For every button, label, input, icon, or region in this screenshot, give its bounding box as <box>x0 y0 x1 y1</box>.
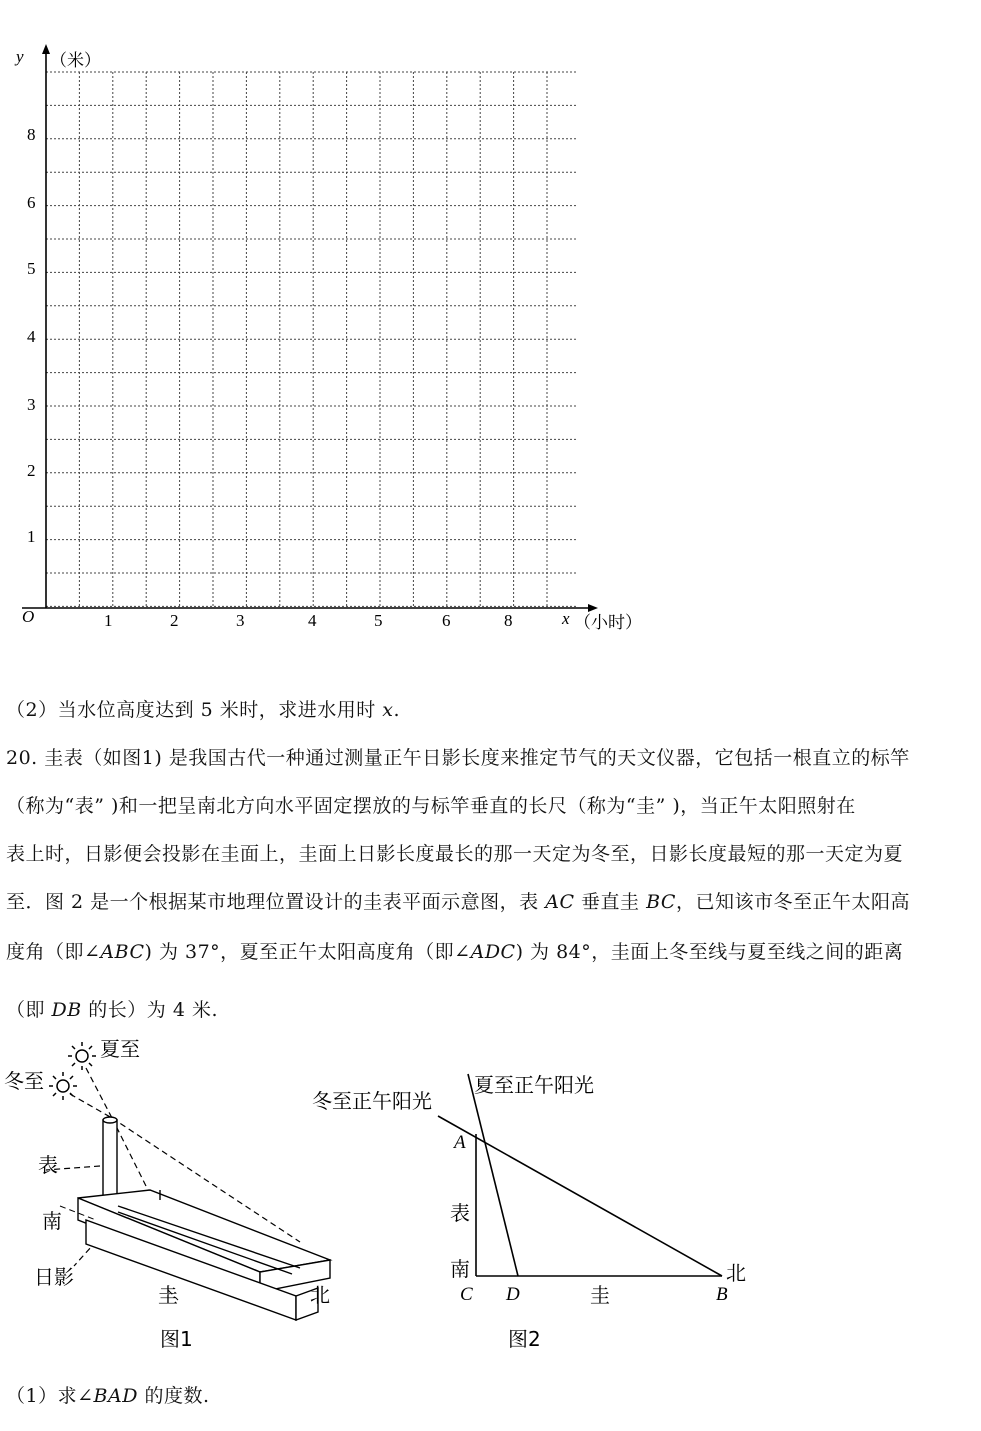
q20-line6-b: 的长）为 4 米. <box>81 999 218 1021</box>
x-tick-label: 4 <box>308 611 317 630</box>
q20-part1-text <box>6 1372 978 1420</box>
x-tick-labels <box>104 611 513 630</box>
x-tick-label: 8 <box>504 611 513 630</box>
summer-light-label: 夏至正午阳光 <box>474 1073 594 1097</box>
q20-line5-c: ) 为 84°，圭面上冬至线与夏至线之间的距离 <box>515 941 904 963</box>
q20-part1-after: 的度数. <box>137 1385 210 1407</box>
q20-line5-b: ) 为 37°，夏至正午太阳高度角（即∠ <box>144 941 471 963</box>
triangle-lines <box>438 1074 722 1276</box>
summer-sun-icon <box>68 1042 96 1070</box>
point-a-label: A <box>454 1132 466 1153</box>
angle-abc: ABC <box>100 941 145 963</box>
y-axis-label: y <box>16 47 24 66</box>
y-tick-label: 6 <box>27 193 36 212</box>
fig1-winter-label: 冬至 <box>4 1069 44 1093</box>
q19-part2-after: . <box>393 699 401 721</box>
fig1-caption: 图1 <box>160 1327 193 1351</box>
fig1-shadow-label: 日影 <box>34 1265 74 1289</box>
q20-line4-a: 至．图 2 是一个根据某市地理位置设计的圭表平面示意图，表 <box>6 891 546 913</box>
x-tick-label: 1 <box>104 611 113 630</box>
y-tick-label: 8 <box>27 125 36 144</box>
point-d-label: D <box>506 1284 520 1305</box>
point-c-label: C <box>460 1284 473 1305</box>
fig1-gui-label: 圭 <box>158 1283 178 1307</box>
q20-line6-a: （即 <box>6 999 52 1021</box>
q20-line5 <box>6 928 978 976</box>
fig1-gnomon-label: 表 <box>38 1153 58 1177</box>
x-axis-label: x <box>562 609 570 628</box>
y-tick-label: 2 <box>27 461 36 480</box>
segment-db: DB <box>51 999 82 1021</box>
q19-part2-var: x <box>382 699 394 721</box>
q20-line1: 20. 圭表（如图1) 是我国古代一种通过测量正午日影长度来推定节气的天文仪器，它包括一根直立的标竿 <box>6 747 910 769</box>
q20-part1-before: （1）求∠ <box>6 1385 94 1407</box>
segment-ac: AC <box>545 891 575 913</box>
x-tick-label: 6 <box>442 611 451 630</box>
winter-light-line <box>438 1116 722 1276</box>
figure-2 <box>300 1060 800 1360</box>
fig2-south-label: 南 <box>450 1257 470 1281</box>
grid-lines <box>46 72 578 608</box>
fig2-caption: 图2 <box>508 1327 541 1351</box>
y-tick-label: 3 <box>27 395 36 414</box>
q20-line4-b: 垂直圭 <box>574 891 647 913</box>
q20-line4-c: ，已知该市冬至正午太阳高 <box>675 891 910 913</box>
q20-line2: （称为“表” )和一把呈南北方向水平固定摆放的与标竿垂直的长尺（称为“圭” )，当正午太阳照射在 <box>6 795 856 817</box>
x-tick-label: 3 <box>236 611 245 630</box>
q19-part2-before: （2）当水位高度达到 5 米时，求进水用时 <box>6 699 383 721</box>
winter-light-label: 冬至正午阳光 <box>312 1089 432 1113</box>
q19-part2-text <box>6 686 978 734</box>
angle-adc: ADC <box>470 941 516 963</box>
point-b-label: B <box>716 1284 728 1305</box>
fig1-south-label: 南 <box>42 1209 62 1233</box>
y-tick-labels <box>27 125 36 546</box>
origin-label: O <box>22 607 35 626</box>
y-axis-arrow <box>42 44 50 54</box>
x-unit-label: （小时） <box>574 613 642 633</box>
coordinate-grid <box>0 0 981 650</box>
fig2-north-label: 北 <box>726 1261 746 1285</box>
q20-line6 <box>6 986 978 1034</box>
fig2-gui-label: 圭 <box>590 1283 610 1307</box>
q20-line4 <box>6 878 978 926</box>
y-tick-label: 4 <box>27 327 36 346</box>
y-tick-label: 1 <box>27 527 36 546</box>
x-tick-label: 2 <box>170 611 179 630</box>
gui-base <box>78 1190 330 1320</box>
x-tick-label: 5 <box>374 611 383 630</box>
fig1-summer-label: 夏至 <box>100 1037 140 1061</box>
fig2-gnomon-label: 表 <box>450 1201 470 1225</box>
y-tick-label: 5 <box>27 259 36 278</box>
y-unit-label: （米） <box>50 51 101 71</box>
fig1-north-label: 北 <box>310 1283 330 1307</box>
x-axis-arrow <box>588 604 598 612</box>
segment-bc: BC <box>646 891 676 913</box>
q20-line3: 表上时，日影便会投影在圭面上，圭面上日影长度最长的那一天定为冬至，日影长度最短的那一天定为夏 <box>6 843 904 865</box>
angle-bad: BAD <box>93 1385 138 1407</box>
q20-line5-a: 度角（即∠ <box>6 941 101 963</box>
